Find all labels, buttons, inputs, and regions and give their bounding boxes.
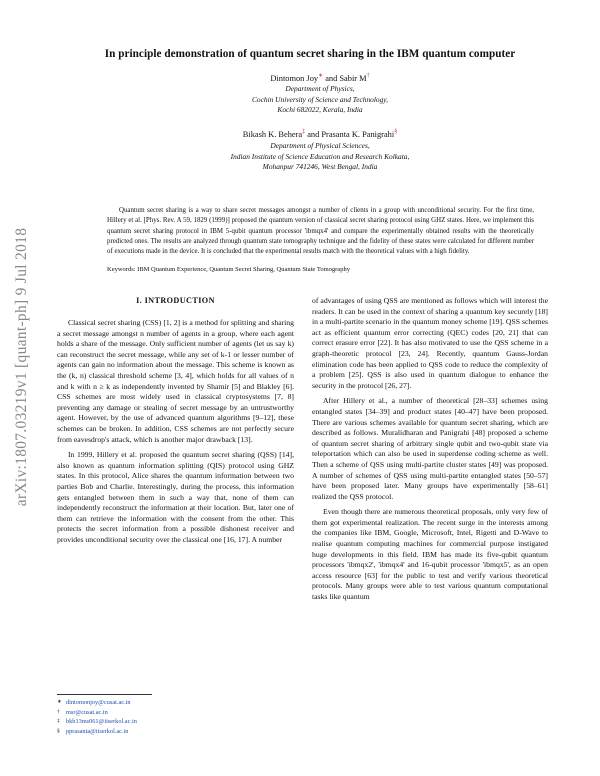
keywords: Keywords: IBM Quantum Experience, Quantum Secret Sharing, Quantum State Tomography xyxy=(107,266,350,273)
email-link[interactable]: dintomonjoy@cusat.ac.in xyxy=(66,699,131,706)
author-mark[interactable]: † xyxy=(366,73,370,79)
affiliation-line: Mohanpur 741246, West Bengal, India xyxy=(262,162,378,171)
left-column xyxy=(57,318,294,545)
body-paragraph: After Hillery et al., a number of theoretical [28–33] schemes using entangled states [34–39] and product states [40–47] have been proposed. There are various schemes available for quantum secret sharing, which are described as follows. Muralidharan and Panigrahi [48] proposed a scheme of quantum secret sharing of arbitrary single qubit and two-qubit state via teleportation which can also be used in superdense coding scheme as well. Then a scheme of QSS using multi-partite cluster states [49] was proposed. A number of schemes of QSS using multi-partite entangled states [50–57] have been proposed later. Many groups have experimentally [58–61] realized the QSS protocol. xyxy=(312,396,548,501)
affiliation-line: Indian Institute of Science Education and Research Kolkata, xyxy=(230,151,410,161)
affiliation-1 xyxy=(90,84,550,116)
email-link[interactable]: msr@cusat.ac.in xyxy=(66,708,108,716)
author-bikash: Bikash K. Behera xyxy=(242,129,303,139)
footnote-divider xyxy=(57,694,152,695)
abstract: Quantum secret sharing is a way to share secret messages amongst a number of clients in a group with unconditional security. For the first time, Hillery et al. [Phys. Rev. A 59, 1829 (1999)] proposed the quantum version of classical secret sharing protocol using GHZ states. Here, we implement this quantum secret sharing protocol in IBM 5-qubit quantum processor 'ibmqx4' and compare the experimentally obtained results with the theoretically predicted ones. The results are analyzed through quantum state tomography technique and the fidelity of these states were calculated for different number of executions made in the device. It is concluded that the experimental results match with the theoretical values with a high fidelity. xyxy=(107,207,534,256)
right-column xyxy=(312,296,548,603)
email-link[interactable]: bkb13ms061@iiserkol.ac.in xyxy=(66,718,137,726)
arxiv-identifier[interactable]: arXiv:1807.03219v1 [quant-ph] 9 Jul 2018 xyxy=(13,227,30,507)
footnote-mark: † xyxy=(57,708,60,715)
affiliation-2 xyxy=(90,141,550,173)
affiliation-line: Cochin University of Science and Technology, xyxy=(251,94,388,104)
author-line-2 xyxy=(90,129,550,139)
author-mark[interactable]: ∗ xyxy=(318,73,324,79)
affiliation-line: Department of Physical Sciences, xyxy=(270,141,370,150)
author-dintomon: Dintomon Joy xyxy=(270,73,319,83)
author-prasanta: and Prasanta K. Panigrahi xyxy=(307,129,395,139)
author-mark[interactable]: § xyxy=(394,129,398,135)
footnote-item xyxy=(57,698,297,708)
footnote-mark: ∗ xyxy=(57,699,62,705)
affiliation-line: Kochi 682022, Kerala, India xyxy=(277,105,363,114)
author-mark[interactable]: ‡ xyxy=(302,129,306,135)
body-paragraph: of advantages of using QSS are mentioned as follows which will interest the readers. It can be used in the context of sharing a quantum key securely [18] in a multi-partite scenario in the quantum money scheme [19]. QSS schemes act as efficient quantum error correcting (QEC) codes [20, 21] that can correct erasure error [22]. It has also motivated to use the QSS scheme in a graph-theoretic protocol [23, 24]. Recently, quantum Gauss-Jordan elimination code has been applied to QSS code to reduce the complexity of a problem [25]. QSS is also used in quantum dialogue to enhance the security in the protocol [26, 27]. xyxy=(312,296,548,390)
body-paragraph: In 1999, Hillery et al. proposed the quantum secret sharing (QSS) [14], also known as quantum information splitting (QIS) protocol using GHZ states. In this protocol, Alice shares the quantum information between two parties Bob and Charlie. Interestingly, during the process, this information gets entangled between them in such a way that, none of them can independently reconstruct the information at their location. But, later one of them can retrieve the information with the consent from the other. This protects the secret information from a possible dishonest receiver and provides unconditional security over the classical one [16, 17]. A number xyxy=(57,450,294,544)
footnotes xyxy=(57,698,297,736)
footnote-item xyxy=(57,708,297,718)
footnote-mark: § xyxy=(57,727,60,734)
footnote-mark: ‡ xyxy=(57,718,60,725)
footnote-item xyxy=(57,717,297,727)
section-heading-introduction: I. INTRODUCTION xyxy=(136,296,215,305)
email-link[interactable]: pprasanta@iiserkol.ac.in xyxy=(66,727,129,735)
arxiv-sidebar xyxy=(2,212,42,522)
paper-title: In principle demonstration of quantum secret sharing in the IBM quantum computer xyxy=(104,48,516,60)
body-paragraph: Classical secret sharing (CSS) [1, 2] is a method for splitting and sharing a secret message amongst n number of agents in a group, where each agent holds a share of the message. Only sufficient number of agents (let us say k) can reconstruct the secret message, while any set of k-1 or lesser number of agents can gain no information about the message. This scheme is known as the (k, n) classical threshold scheme [3, 4], which holds for all values of n and k with n ≥ k as independently invented by Shamir [5] and Blakley [6]. CSS schemes are most widely used in classical cryptosystems [7, 8] preventing any damage or stealing of secret message by an untrustworthy agent. However, by the use of advanced quantum algorithms [9–12], these schemes can be broken. In addition, CSS schemes are not perfectly secure from eavesdrop's attack, which is another major drawback [13]. xyxy=(57,318,294,444)
body-paragraph: Even though there are numerous theoretical proposals, only very few of them got experimental realization. The recent surge in the interests among the companies like IBM, Google, Microsoft, Intel, Rigetti and D-Wave to realise quantum computing machines for commercial purpose instigated huge developments in this field. IBM has made its five-qubit quantum processors 'ibmqx2', 'ibmqx4' and 16-qubit processor 'ibmqx5', as an open access resource [63] for the public to test and verify various theoretical protocols. Many groups were able to test various quantum computational tasks like quantum xyxy=(312,507,548,602)
author-line-1 xyxy=(90,72,550,83)
author-sabir: and Sabir M xyxy=(325,73,367,83)
footnote-item xyxy=(57,727,297,737)
affiliation-line: Department of Physics, xyxy=(285,84,355,93)
